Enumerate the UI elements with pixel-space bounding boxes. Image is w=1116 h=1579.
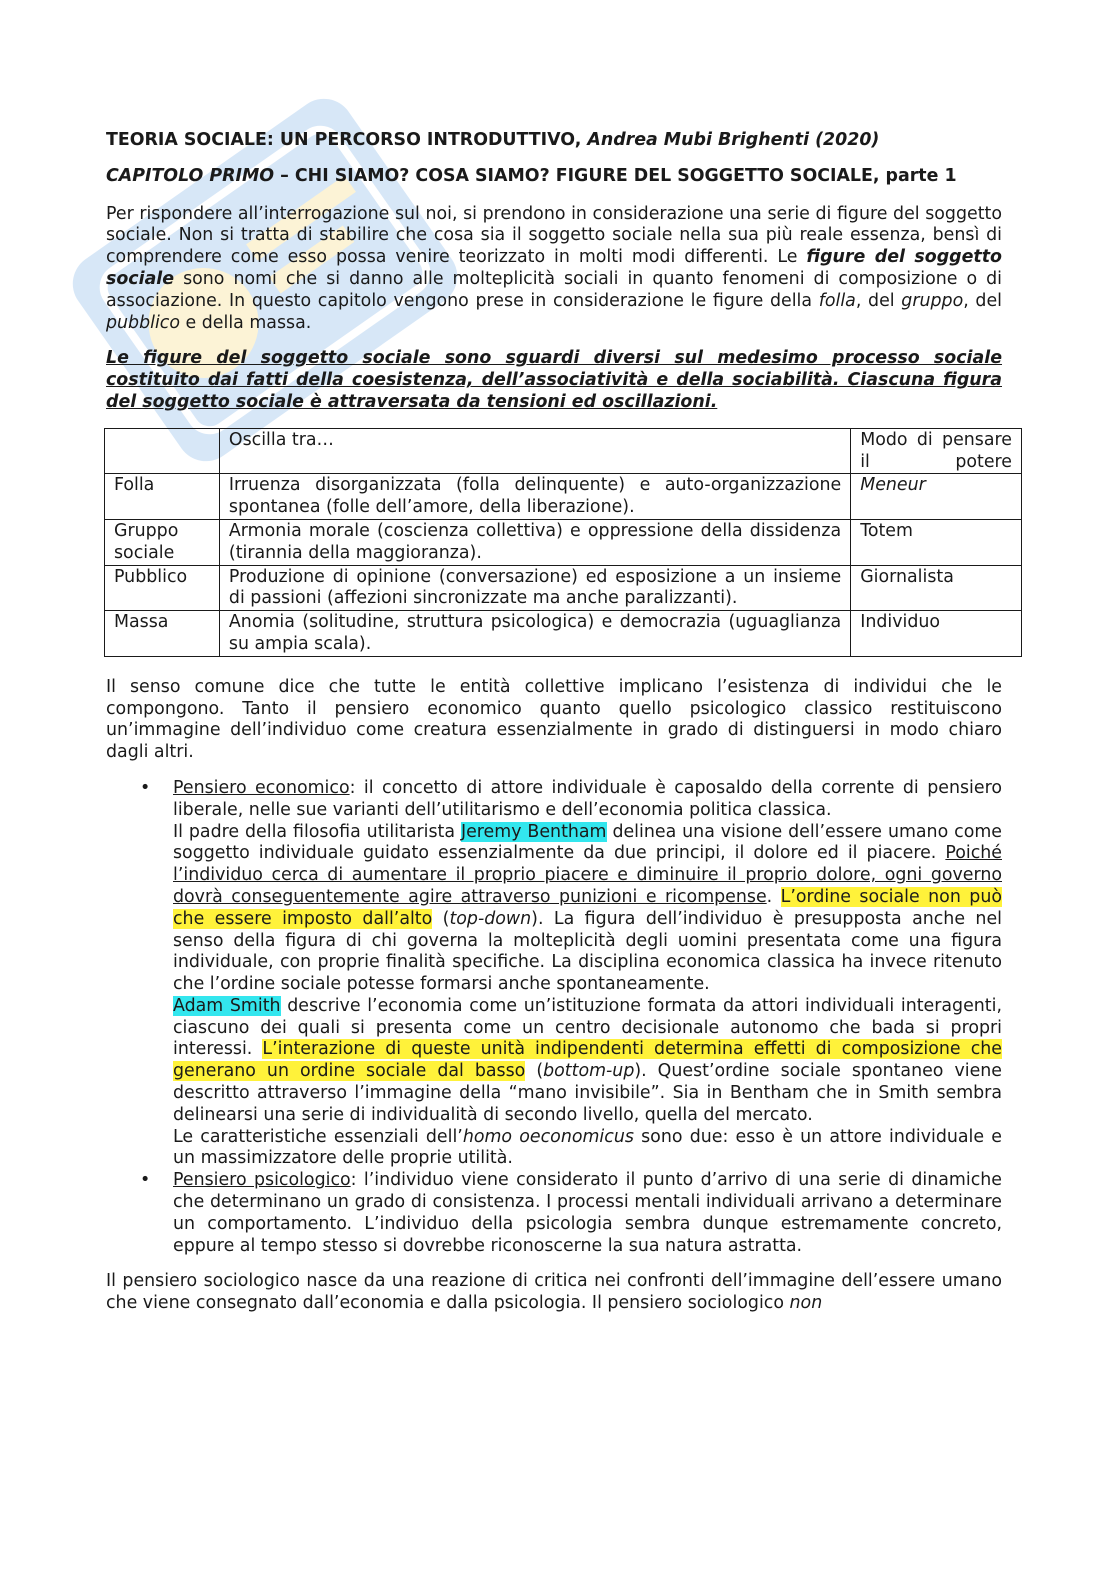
common-sense-paragraph: Il senso comune dice che tutte le entità collettive implicano l’esistenza di individui che le compongono. Tanto il pensiero economico quanto quello psicologico classico restituiscono un’immagine dell’individuo come creatura essenzialmente in grado di distinguersi in modo chiaro dagli altri.	[106, 676, 1002, 763]
document-page	[106, 130, 1012, 1315]
table-cell-power: Individuo	[851, 611, 1022, 657]
chapter-heading: CAPITOLO PRIMO – CHI SIAMO? COSA SIAMO? FIGURE DEL SOGGETTO SOCIALE, parte 1	[106, 165, 957, 186]
table-cell-figure: Pubblico	[105, 565, 220, 611]
bullet-list	[106, 778, 1002, 1258]
intro-paragraph: Per rispondere all’interrogazione sul noi, si prendono in considerazione una serie di figure del soggetto sociale. Non si tratta di stabilire che cosa sia il soggetto sociale nella sua più reale essenza, bensì di comprendere come esso possa venire teorizzato in molti modi differenti. Le figure del soggetto sociale sono nomi che si danno alle molteplicità sociali in quanto fenomeni di composizione o di associazione. In questo capitolo vengono prese in considerazione le figure della folla, del gruppo, del pubblico e della massa.	[106, 203, 1002, 333]
table-row	[105, 611, 1022, 657]
table-cell-power: Giornalista	[851, 565, 1022, 611]
table-cell-figure: Folla	[105, 474, 220, 520]
table-cell-figure: Massa	[105, 611, 220, 657]
table-row	[105, 474, 1022, 520]
closing-paragraph: Il pensiero sociologico nasce da una reazione di critica nei confronti dell’immagine dell’essere umano che viene consegnato dall’economia e dalla psicologia. Il pensiero sociologico non	[106, 1271, 1002, 1314]
table-header-cell: Oscilla tra…	[219, 428, 850, 474]
list-item-psychological-thought: • Pensiero psicologico: l’individuo viene considerato il punto d’arrivo di una serie di dinamiche che determinano un grado di consistenza. I processi mentali individuali arrivano a determinare un comportamento. L’individuo della psicologia sembra dunque estremamente concreto, eppure al tempo stesso si dovrebbe riconoscerne la sua natura astratta.	[173, 1170, 1002, 1257]
table-row	[105, 565, 1022, 611]
table-row	[105, 519, 1022, 565]
table-cell-power: Meneur	[851, 474, 1022, 520]
table-cell-oscillation: Produzione di opinione (conversazione) ed esposizione a un insieme di passioni (affezioni sincronizzate ma anche paralizzanti).	[219, 565, 850, 611]
table-header-row	[105, 428, 1022, 474]
thesis-statement: Le figure del soggetto sociale sono sguardi diversi sul medesimo processo sociale costituito dai fatti della coesistenza, dell’associatività e della sociabilità. Ciascuna figura del soggetto sociale è attraversata da tensioni ed oscillazioni.	[106, 348, 1002, 412]
table-cell-oscillation: Anomia (solitudine, struttura psicologica) e democrazia (uguaglianza su ampia scala).	[219, 611, 850, 657]
table-header-cell	[105, 428, 220, 474]
table-cell-figure: Gruppo sociale	[105, 519, 220, 565]
document-title: TEORIA SOCIALE: UN PERCORSO INTRODUTTIVO, Andrea Mubi Brighenti (2020)	[106, 130, 880, 150]
table-header-cell: Modo di pensare il potere	[851, 428, 1022, 474]
table-cell-power: Totem	[851, 519, 1022, 565]
figures-table	[104, 428, 1022, 657]
list-item-economic-thought: • Pensiero economico: il concetto di attore individuale è caposaldo della corrente di pensiero liberale, nelle sue varianti dell’utilitarismo e dell’economia politica classica. Il padre della filosofia utilitarista Jeremy Bentham delinea una visione dell’essere umano come soggetto individuale guidato essenzialmente da due principi, il dolore ed il piacere. Poiché l’individuo cerca di aumentare il proprio piacere e diminuire il proprio dolore, ogni governo dovrà conseguentemente agire attraverso punizioni e ricompense. L’ordine sociale non può che essere imposto dall’alto (top-down). La figura dell’individuo è presupposta anche nel senso della figura di chi governa la molteplicità degli uomini presentata come una figura individuale, con proprie finalità specifiche. La disciplina economica classica ha invece ritenuto che l’ordine sociale potesse formarsi anche spontaneamente. Adam Smith descrive l’economia come un’istituzione formata da attori individuali interagenti, ciascuno dei quali si presenta come un centro decisionale autonomo che bada si propri interessi. L’interazione di queste unità indipendenti determina effetti di composizione che generano un ordine sociale dal basso (bottom-up). Quest’ordine sociale spontaneo viene descritto attraverso l’immagine della “mano invisibile”. Sia in Bentham che in Smith sembra delinearsi una serie di individualità di secondo livello, quella del mercato. Le caratteristiche essenziali dell’homo oeconomicus sono due: esso è un attore individuale e un massimizzatore delle proprie utilità.	[173, 778, 1002, 1170]
table-cell-oscillation: Irruenza disorganizzata (folla delinquente) e auto-organizzazione spontanea (folle dell’amore, della liberazione).	[219, 474, 850, 520]
table-cell-oscillation: Armonia morale (coscienza collettiva) e oppressione della dissidenza (tirannia della maggioranza).	[219, 519, 850, 565]
